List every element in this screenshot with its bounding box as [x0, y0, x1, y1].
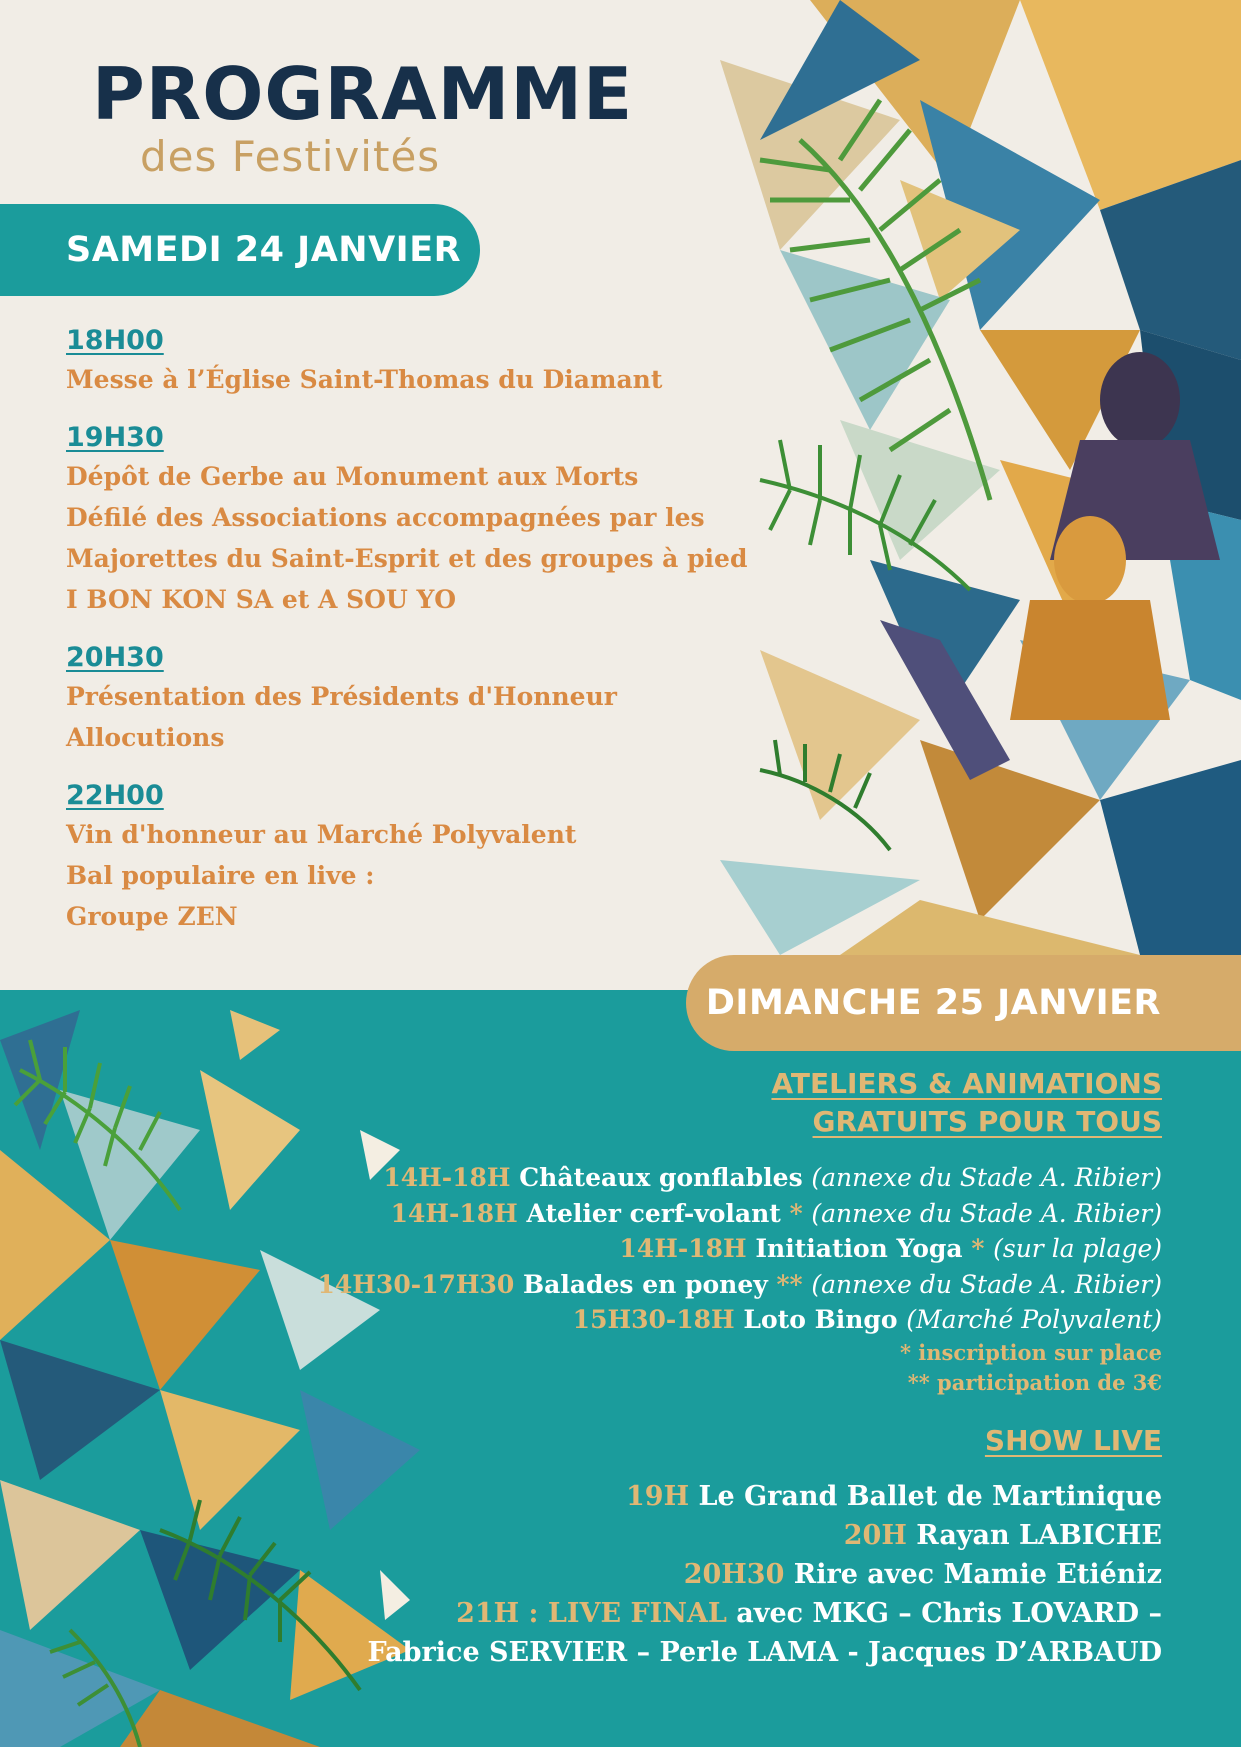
show-row [367, 1633, 1162, 1672]
footnotes [900, 1338, 1162, 1398]
schedule-item [66, 778, 736, 937]
activity-row [318, 1196, 1162, 1232]
mosaic-artwork-top-right [720, 0, 1241, 955]
activity-row [318, 1231, 1162, 1267]
activity-name: Initiation Yoga [755, 1234, 963, 1263]
activity-time: 14H-18H [619, 1234, 747, 1263]
activity-time: 14H-18H [383, 1163, 511, 1192]
schedule-item [66, 640, 736, 758]
activity-time: 14H-18H [390, 1198, 518, 1228]
event-line: Messe à l’Église Saint-Thomas du Diamant [66, 365, 663, 394]
activity-place: (annexe du Stade A. Ribier) [811, 1269, 1162, 1299]
event-line: Défilé des Associations accompagnées par les [66, 503, 705, 532]
saturday-banner [0, 204, 480, 296]
sunday-banner [686, 955, 1241, 1051]
saturday-label: SAMEDI 24 JANVIER [66, 230, 462, 270]
activity-time: 15H30-18H [572, 1305, 735, 1334]
activity-row [318, 1302, 1162, 1338]
event-line: Groupe ZEN [66, 902, 238, 931]
show-time: 20H30 [683, 1559, 785, 1590]
show-text: Rayan LABICHE [916, 1520, 1162, 1551]
event-time: 19H30 [66, 422, 164, 453]
show-time: 20H [843, 1520, 907, 1551]
activity-row [318, 1160, 1162, 1196]
event-line: Bal populaire en live : [66, 861, 375, 890]
show-text: Le Grand Ballet de Martinique [698, 1481, 1162, 1512]
show-time: 21H : LIVE FINAL [456, 1598, 727, 1629]
activity-row [318, 1267, 1162, 1303]
show-row [367, 1555, 1162, 1594]
event-line: Présentation des Présidents d'Honneur [66, 682, 617, 711]
activity-mark: * [789, 1198, 803, 1228]
event-line: Majorettes du Saint-Esprit et des groupes à pied [66, 544, 748, 573]
footnote: ** participation de 3€ [907, 1370, 1162, 1395]
activity-mark: * [971, 1234, 985, 1263]
activity-place: (sur la plage) [993, 1234, 1162, 1263]
activity-mark: ** [776, 1269, 803, 1299]
event-line: Dépôt de Gerbe au Monument aux Morts [66, 462, 639, 491]
activity-time: 14H30-17H30 [317, 1269, 515, 1299]
activity-name: Loto Bingo [743, 1305, 898, 1334]
activities-list [318, 1160, 1162, 1338]
show-text: Fabrice SERVIER – Perle LAMA - Jacques D’ARBAUD [367, 1637, 1162, 1668]
page-title: PROGRAMME [92, 52, 634, 136]
show-text: avec MKG – Chris LOVARD – [736, 1598, 1162, 1629]
workshops-heading [771, 1065, 1162, 1141]
activity-place: (Marché Polyvalent) [906, 1305, 1162, 1334]
activity-place: (annexe du Stade A. Ribier) [811, 1163, 1162, 1192]
workshops-heading-line: GRATUITS POUR TOUS [812, 1105, 1162, 1138]
schedule-item [66, 420, 748, 620]
show-live-heading: SHOW LIVE [984, 1424, 1162, 1457]
workshops-heading-line: ATELIERS & ANIMATIONS [771, 1067, 1162, 1100]
show-live-heading-wrap [985, 1422, 1162, 1460]
show-row [367, 1516, 1162, 1555]
event-line: I BON KON SA et A SOU YO [66, 585, 457, 614]
activity-name: Balades en poney [523, 1269, 768, 1299]
footnote: * inscription sur place [899, 1340, 1162, 1365]
mosaic-artwork-bottom-left [0, 1010, 430, 1747]
show-row [367, 1477, 1162, 1516]
event-line: Allocutions [66, 723, 225, 752]
show-time: 19H [626, 1481, 690, 1512]
event-time: 18H00 [66, 325, 164, 356]
activity-name: Châteaux gonflables [519, 1163, 803, 1192]
shows-list [367, 1477, 1162, 1672]
event-line: Vin d'honneur au Marché Polyvalent [66, 820, 577, 849]
sunday-label: DIMANCHE 25 JANVIER [705, 983, 1161, 1023]
activity-name: Atelier cerf-volant [526, 1198, 781, 1228]
page-subtitle: des Festivités [140, 132, 441, 181]
schedule-item [66, 323, 736, 400]
show-row [367, 1594, 1162, 1633]
event-time: 22H00 [66, 780, 164, 811]
event-time: 20H30 [66, 642, 164, 673]
saturday-schedule [66, 323, 748, 957]
show-text: Rire avec Mamie Etiéniz [793, 1559, 1162, 1590]
activity-place: (annexe du Stade A. Ribier) [811, 1198, 1162, 1228]
